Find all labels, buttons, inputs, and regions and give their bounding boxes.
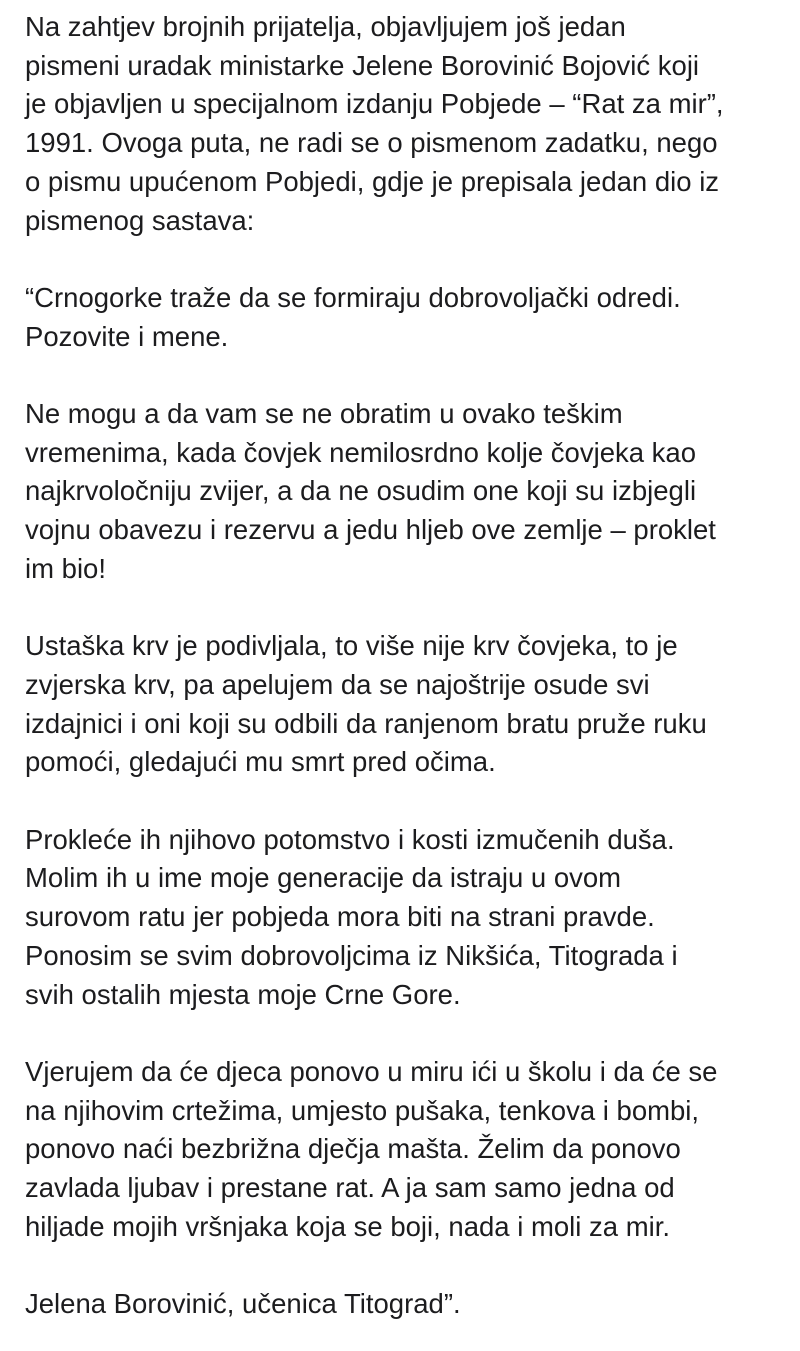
letter-paragraph-2: Ne mogu a da vam se ne obratim u ovako teškim vremenima, kada čovjek nemilosrdno kolje čovjeka kao najkrvoločniju zvijer, a da ne osudim one koji su izbjegli vojnu obavezu i rezervu a jedu hljeb ove zemlje – proklet im bio! [25,398,716,584]
letter-signature: Jelena Borovinić, učenica Titograd”. [25,1288,461,1320]
letter-paragraph-3: Ustaška krv je podivljala, to više nije krv čovjeka, to je zvjerska krv, pa apelujem da se najoštrije osude svi izdajnici i oni koji su odbili da ranjenom bratu pruže ruku pomoći, gledajući mu smrt pred očima. [25,630,707,778]
letter-paragraph-4: Prokleće ih njihovo potomstvo i kosti izmučenih duša. Molim ih u ime moje generacije da istraju u ovom surovom ratu jer pobjeda mora biti na strani pravde. Ponosim se svim dobrovoljcima iz Nikšića, Titograda i svih ostalih mjesta moje Crne Gore. [25,823,678,1010]
letter-paragraph-5: Vjerujem da će djeca ponovo u miru ići u školu i da će se na njihovim crtežima, umjesto pušaka, tenkova i bombi, ponovo naći bezbrižna dječja mašta. Želim da ponovo zavlada ljubav i prestane rat. A ja sam samo jedna od hiljade mojih vršnjaka koja se boji, nada i moli za mir. [25,1055,718,1242]
intro-paragraph: Na zahtjev brojnih prijatelja, objavljujem još jedan pismeni uradak ministarke Jelene Borovinić Bojović koji je objavljen u specijalnom izdanju Pobjede – “Rat za mir”, 1991. Ovoga puta, ne radi se o pismenom zadatku, nego o pismu upućenom Pobjedi, gdje je prepisala jedan dio iz pismenog sastava: [25,11,724,236]
letter-paragraph-1: “Crnogorke traže da se formiraju dobrovoljački odredi. Pozovite i mene. [25,281,681,352]
